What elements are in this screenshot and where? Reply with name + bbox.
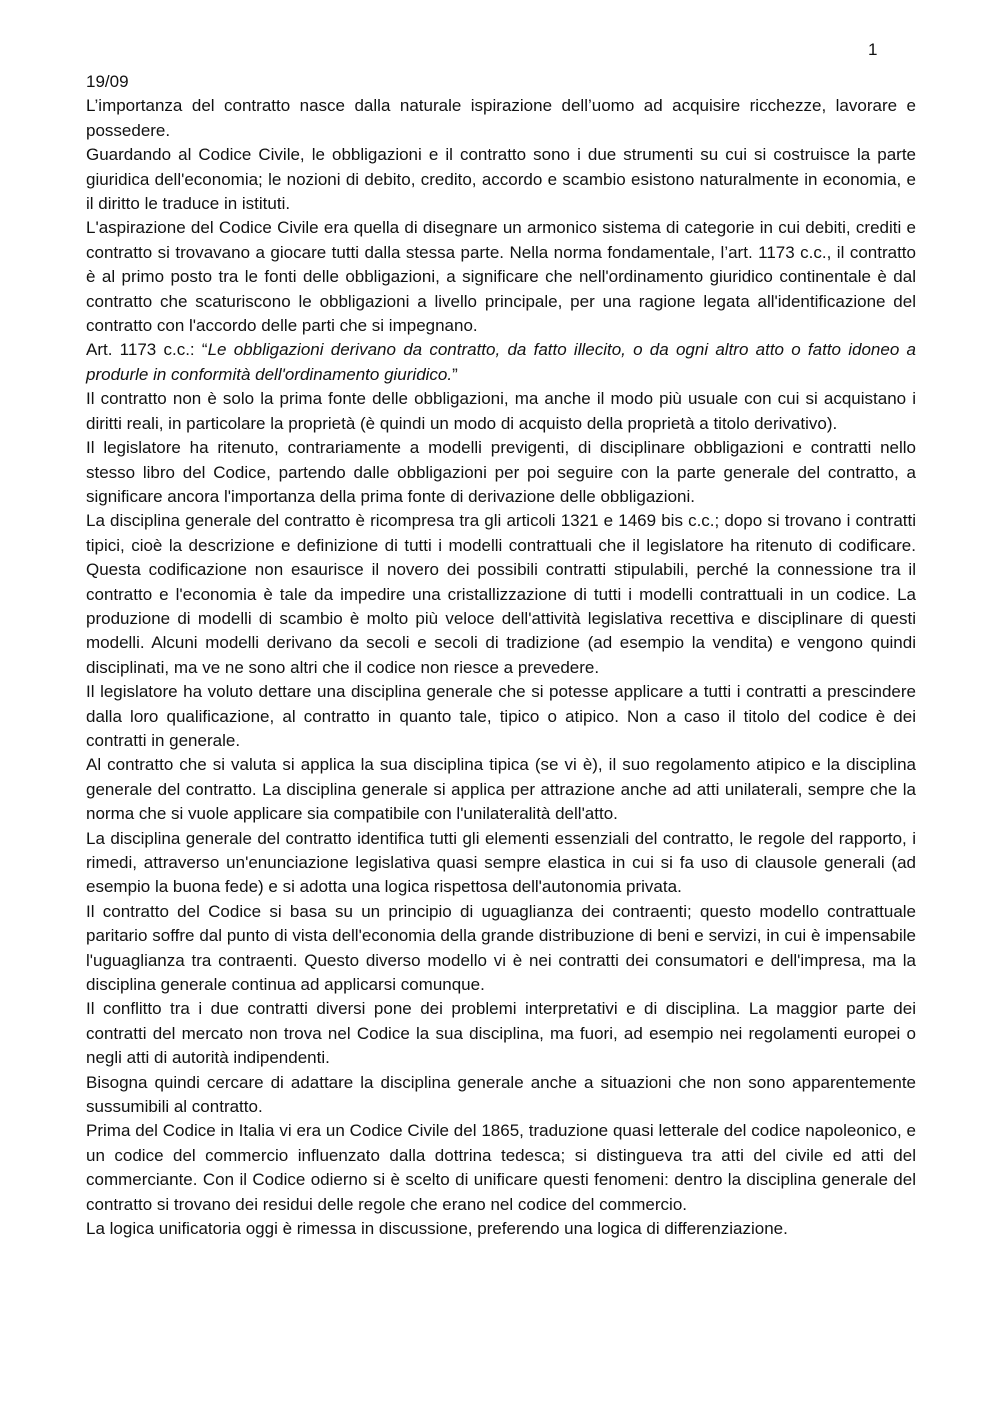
paragraph: Al contratto che si valuta si applica la sua disciplina tipica (se vi è), il suo regolamento atipico e la disciplina generale del contratto. La disciplina generale si applica per attrazione anche ad atti unilaterali, sempre che la norma che si vuole applicare sia compatibile con l'unilateralità dell'atto.	[86, 755, 916, 824]
paragraph: Il conflitto tra i due contratti diversi pone dei problemi interpretativi e di disciplina. La maggior parte dei contratti del mercato non trova nel Codice la sua disciplina, ma fuori, ad esempio nei regolamenti europei o negli atti di autorità indipendenti.	[86, 999, 916, 1068]
paragraph: La logica unificatoria oggi è rimessa in discussione, preferendo una logica di differenziazione.	[86, 1219, 788, 1239]
quote-text: Le obbligazioni derivano da contratto, da fatto illecito, o da ogni altro atto o fatto idoneo a produrle in conformità dell'ordinamento giuridico.	[86, 340, 916, 384]
paragraph: La disciplina generale del contratto è ricompresa tra gli articoli 1321 e 1469 bis c.c.; dopo si trovano i contratti tipici, cioè la descrizione e definizione di tutti i modelli contrattuali che il legislatore ha ritenuto di codificare. Questa codificazione non esaurisce il novero dei possibili contratti stipulabili, perché la connessione tra il contratto e l'economia è tale da impedire una cristallizzazione di tutti i modelli contrattuali in un codice. La produzione di modelli di scambio è molto più veloce dell'attività legislativa recettiva e disciplinare di questi modelli. Alcuni modelli derivano da secoli e secoli di tradizione (ad esempio la vendita) e vengono quindi disciplinati, ma ve ne sono altri che il codice non riesce a prevedere.	[86, 511, 916, 677]
paragraph: La disciplina generale del contratto identifica tutti gli elementi essenziali del contratto, le regole del rapporto, i rimedi, attraverso un'enunciazione legislativa quasi sempre elastica in cui si fa uso di clausole generali (ad esempio la buona fede) e si adotta una logica rispettosa dell'autonomia privata.	[86, 828, 916, 897]
paragraph: Guardando al Codice Civile, le obbligazioni e il contratto sono i due strumenti su cui si costruisce la parte giuridica dell'economia; le nozioni di debito, credito, accordo e scambio esistono naturalmente in economia, e il diritto le traduce in istituti.	[86, 145, 916, 214]
page-number: 1	[868, 40, 878, 59]
paragraph: L’importanza del contratto nasce dalla naturale ispirazione dell’uomo ad acquisire ricchezze, lavorare e possedere.	[86, 96, 916, 140]
paragraph: Il contratto non è solo la prima fonte delle obbligazioni, ma anche il modo più usuale con cui si acquistano i diritti reali, in particolare la proprietà (è quindi un modo di acquisto della proprietà a titolo derivativo).	[86, 389, 916, 433]
paragraph: L'aspirazione del Codice Civile era quella di disegnare un armonico sistema di categorie in cui debiti, crediti e contratto si trovavano a giocare tutti dalla stessa parte. Nella norma fondamentale, l’art. 1173 c.c., il contratto è al primo posto tra le fonti delle obbligazioni, a significare che nell'ordinamento giuridico continentale è dal contratto che scaturiscono le obbligazioni a livello principale, per una ragione legata all'identificazione del contratto con l'accordo delle parti che si impegnano.	[86, 218, 916, 336]
quote-suffix: ”	[452, 364, 458, 384]
paragraph: Prima del Codice in Italia vi era un Codice Civile del 1865, traduzione quasi letterale del codice napoleonico, e un codice del commercio influenzato dalla dottrina tedesca; si distingueva tra atti del civile ed atti del commerciante. Con il Codice odierno si è scelto di unificare questi fenomeni: dentro la disciplina generale del contratto si trovano dei residui delle regole che erano nel codice del commercio.	[86, 1121, 916, 1214]
article-quote	[86, 338, 916, 387]
paragraph: Il legislatore ha voluto dettare una disciplina generale che si potesse applicare a tutti i contratti a prescindere dalla loro qualificazione, al contratto in quanto tale, tipico o atipico. Non a caso il titolo del codice è dei contratti in generale.	[86, 682, 916, 750]
document-body	[86, 70, 916, 1242]
paragraph: Bisogna quindi cercare di adattare la disciplina generale anche a situazioni che non sono apparentemente sussumibili al contratto.	[86, 1072, 916, 1117]
lecture-date: 19/09	[86, 72, 129, 91]
paragraph: Il legislatore ha ritenuto, contrariamente a modelli previgenti, di disciplinare obbligazioni e contratti nello stesso libro del Codice, partendo dalle obbligazioni per poi seguire con la parte generale del contratto, a significare ancora l'importanza della prima fonte di derivazione delle obbligazioni.	[86, 438, 916, 506]
paragraph: Il contratto del Codice si basa su un principio di uguaglianza dei contraenti; questo modello contrattuale paritario soffre dal punto di vista dell'economia della grande distribuzione di beni e servizi, in cui è impensabile l'uguaglianza tra contraenti. Questo diverso modello vi è nei contratti dei consumatori e dell'impresa, ma la disciplina generale continua ad applicarsi comunque.	[86, 901, 916, 995]
quote-prefix: Art. 1173 c.c.: “	[86, 340, 208, 360]
